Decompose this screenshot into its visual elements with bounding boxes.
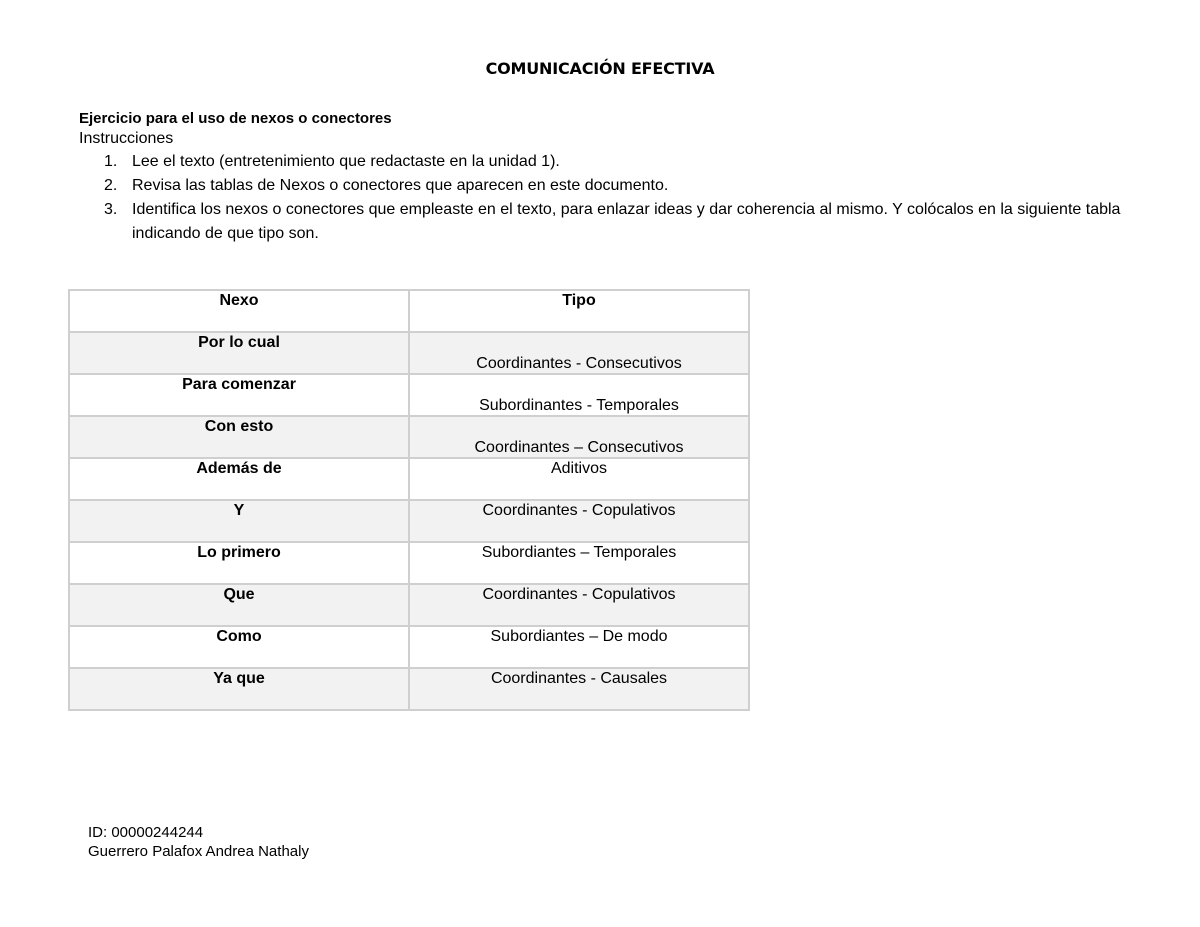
tipo-cell: Subordinantes - Temporales: [409, 374, 749, 416]
table-row: [69, 626, 749, 668]
step-number: 3.: [104, 201, 118, 218]
tipo-cell: Coordinantes – Consecutivos: [409, 416, 749, 458]
nexo-cell: Y: [69, 500, 409, 542]
table-row: [69, 332, 749, 374]
instruction-step: [104, 198, 1134, 246]
nexo-cell: Ya que: [69, 668, 409, 710]
step-text: Identifica los nexos o conectores que empleaste en el texto, para enlazar ideas y dar coherencia al mismo. Y colócalos en la siguiente tabla indicando de que tipo son.: [132, 201, 1121, 242]
tipo-cell: Coordinantes - Copulativos: [409, 500, 749, 542]
nexo-cell: Por lo cual: [69, 332, 409, 374]
nexo-cell: Como: [69, 626, 409, 668]
table-row: [69, 542, 749, 584]
table-row: [69, 668, 749, 710]
tipo-cell: Aditivos: [409, 458, 749, 500]
nexos-table: [68, 289, 750, 711]
step-text: Lee el texto (entretenimiento que redactaste en la unidad 1).: [132, 153, 560, 170]
step-text: Revisa las tablas de Nexos o conectores que aparecen en este documento.: [132, 177, 669, 194]
instruction-steps: [104, 150, 1134, 246]
table-row: [69, 374, 749, 416]
document-title: COMUNICACIÓN EFECTIVA: [485, 59, 715, 78]
nexo-cell: Lo primero: [69, 542, 409, 584]
tipo-cell: Subordiantes – De modo: [409, 626, 749, 668]
table-row: [69, 416, 749, 458]
tipo-cell: Coordinantes - Causales: [409, 668, 749, 710]
tipo-cell: Coordinantes - Consecutivos: [409, 332, 749, 374]
table-row: [69, 584, 749, 626]
nexo-cell: Para comenzar: [69, 374, 409, 416]
column-header-tipo: Tipo: [409, 290, 749, 332]
student-footer: [88, 823, 309, 861]
step-number: 1.: [104, 153, 118, 170]
step-number: 2.: [104, 177, 118, 194]
student-name: Guerrero Palafox Andrea Nathaly: [88, 843, 309, 860]
table-header-row: [69, 290, 749, 332]
nexo-cell: Además de: [69, 458, 409, 500]
table-row: [69, 458, 749, 500]
tipo-cell: Coordinantes - Copulativos: [409, 584, 749, 626]
instruction-step: [104, 174, 1134, 198]
column-header-nexo: Nexo: [69, 290, 409, 332]
student-id: ID: 00000244244: [88, 824, 204, 841]
nexo-cell: Que: [69, 584, 409, 626]
nexo-cell: Con esto: [69, 416, 409, 458]
exercise-subtitle: Ejercicio para el uso de nexos o conectores: [79, 110, 392, 127]
tipo-cell: Subordiantes – Temporales: [409, 542, 749, 584]
instructions-label: Instrucciones: [79, 130, 174, 147]
instruction-step: [104, 150, 1134, 174]
table-row: [69, 500, 749, 542]
